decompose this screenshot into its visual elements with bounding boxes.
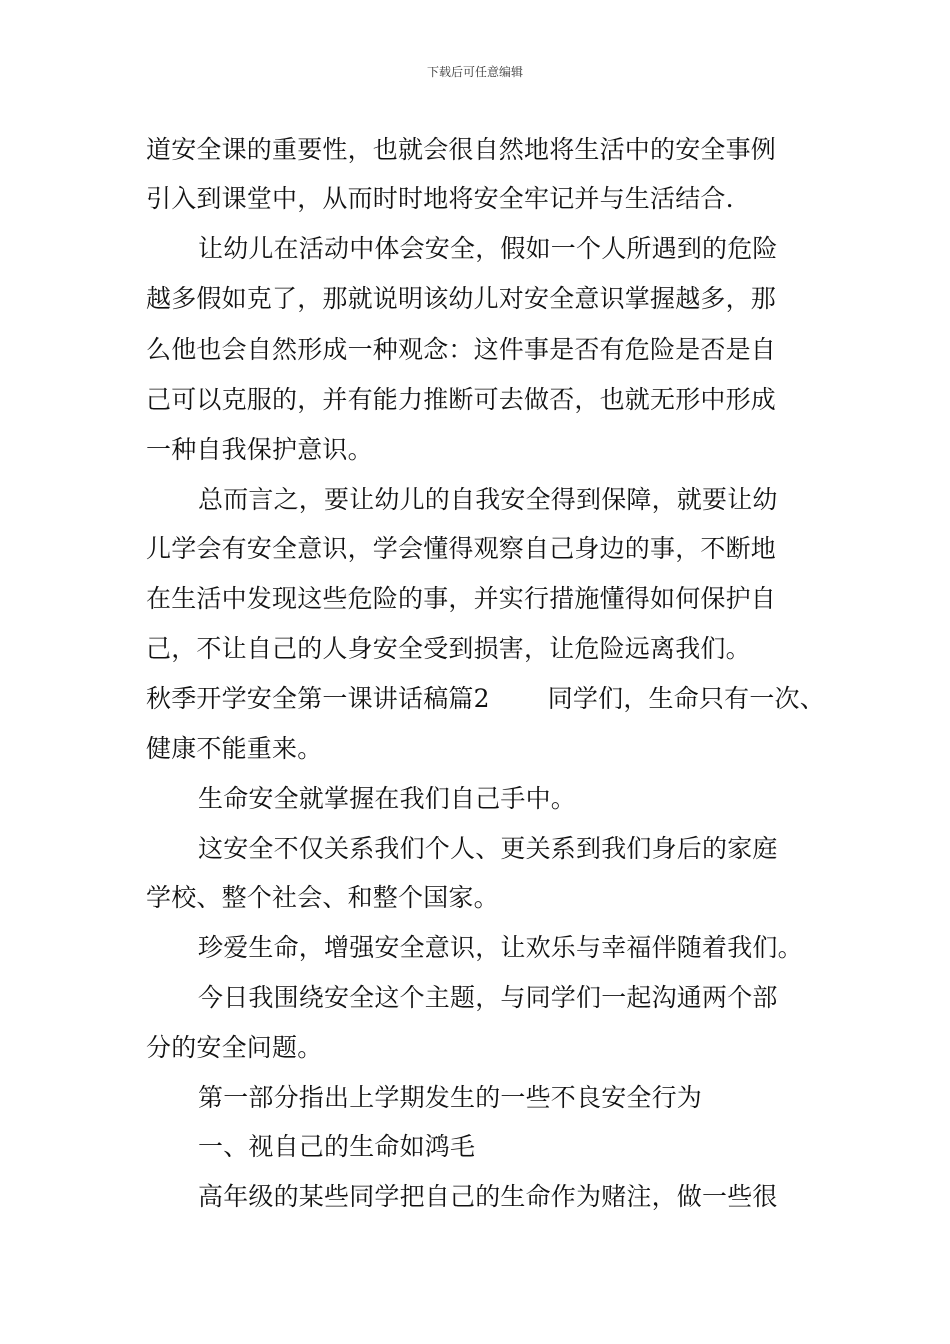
text-line: 一种自我保护意识。: [146, 435, 373, 464]
text-line: 一、视自己的生命如鸿毛: [198, 1132, 476, 1161]
text-line: 学校、整个社会、和整个国家。: [146, 883, 499, 912]
text-line: 道安全课的重要性，也就会很自然地将生活中的安全事例: [146, 135, 777, 164]
text-line: 儿学会有安全意识，学会懂得观察自己身边的事，不断地: [146, 534, 777, 563]
text-line: 己可以克服的，并有能力推断可去做否，也就无形中形成: [146, 385, 777, 414]
text-line: 己，不让自己的人身安全受到损害，让危险远离我们。: [146, 634, 751, 663]
text-line: 在生活中发现这些危险的事，并实行措施懂得如何保护自: [146, 584, 777, 613]
text-line: 生命安全就掌握在我们自己手中。: [198, 784, 577, 813]
section-title: 秋季开学安全第一课讲话稿篇2: [146, 684, 490, 713]
text-line: 分的安全问题。: [146, 1033, 323, 1062]
text-line: 第一部分指出上学期发生的一些不良安全行为: [198, 1083, 703, 1112]
page-header: 下载后可任意编辑: [426, 65, 523, 79]
section-title-tail: 同学们，生命只有一次、: [547, 684, 825, 713]
text-line: 珍爱生命，增强安全意识，让欢乐与幸福伴随着我们。: [198, 933, 803, 962]
text-line: 今日我围绕安全这个主题，与同学们一起沟通两个部: [198, 983, 778, 1012]
text-line: 让幼儿在活动中体会安全，假如一个人所遇到的危险: [198, 234, 778, 263]
text-line: 总而言之，要让幼儿的自我安全得到保障，就要让幼: [198, 485, 778, 514]
text-line: 越多假如克了，那就说明该幼儿对安全意识掌握越多，那: [146, 284, 777, 313]
text-line: 这安全不仅关系我们个人、更关系到我们身后的家庭: [198, 834, 778, 863]
section-title-line: [146, 683, 825, 715]
text-line: 么他也会自然形成一种观念：这件事是否有危险是否是自: [146, 335, 777, 364]
text-line: 健康不能重来。: [146, 734, 323, 763]
text-line: 引入到课堂中，从而时时地将安全牢记并与生活结合.: [146, 184, 734, 213]
text-line: 高年级的某些同学把自己的生命作为赌注，做一些很: [198, 1182, 778, 1211]
